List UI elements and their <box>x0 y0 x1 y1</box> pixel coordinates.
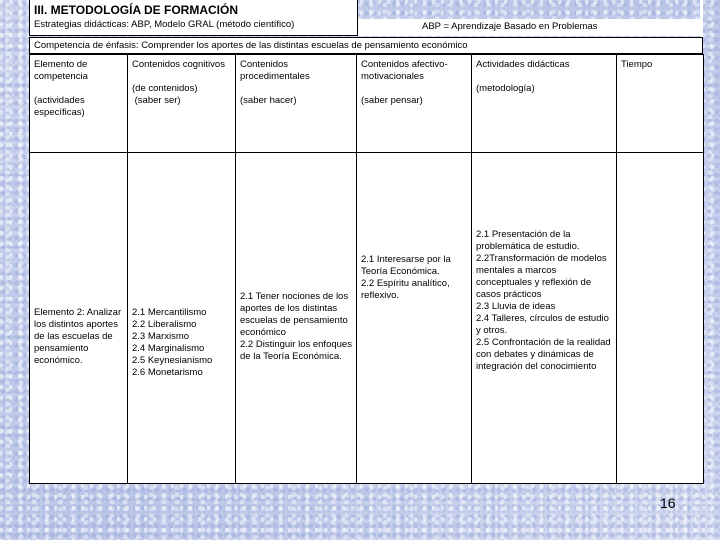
list-item: 2.2 Espíritu analítico, reflexivo. <box>361 278 450 301</box>
header-label: Contenidos cognitivos <box>132 59 225 70</box>
title-box <box>29 0 358 36</box>
divider <box>700 0 703 37</box>
list-item: 2.1 Presentación de la problemática de estudio. <box>476 229 580 252</box>
header-sub: (de contenidos) (saber ser) <box>132 83 198 106</box>
competencia-box <box>29 37 703 54</box>
tiempo-cell <box>617 153 704 484</box>
header-label: Elemento de competencia <box>34 59 88 82</box>
list-item: 2.6 Monetarismo <box>132 367 203 378</box>
list-item: 2.3 Marxismo <box>132 331 190 342</box>
list-item: 2.4 Talleres, círculos de estudio y otros. <box>476 313 609 336</box>
elemento-cell <box>30 153 128 484</box>
afectivos-cell <box>357 153 472 484</box>
abp-note-box <box>358 19 700 36</box>
header-cell <box>617 55 704 153</box>
list-item: 2.2 Distinguir los enfoques de la Teoría Económica. <box>240 339 352 362</box>
page-title: III. METODOLOGÍA DE FORMACIÓN <box>34 3 238 17</box>
table-header-row <box>30 55 704 153</box>
list-item: 2.4 Marginalismo <box>132 343 205 354</box>
competencia-text: Competencia de énfasis: Comprender los aportes de las distintas escuelas de pensamiento económico <box>34 40 468 51</box>
header-cell <box>357 55 472 153</box>
list-item: 2.5 Keynesianismo <box>132 355 213 366</box>
cognitivos-cell <box>128 153 236 484</box>
list-item: 2.1 Mercantilismo <box>132 307 207 318</box>
header-cell <box>128 55 236 153</box>
header-label: Contenidos afectivo-motivacionales <box>361 59 448 82</box>
strategies-subtitle: Estrategias didácticas: ABP, Modelo GRAL (método científico) <box>34 19 295 30</box>
header-sub: (saber pensar) <box>361 95 423 106</box>
header-cell <box>472 55 617 153</box>
header-label: Contenidos procedimentales <box>240 59 310 82</box>
header-sub: (saber hacer) <box>240 95 297 106</box>
header-cell <box>30 55 128 153</box>
list-item: 2.2 Liberalismo <box>132 319 197 330</box>
list-item: 2.1 Tener nociones de los aportes de los distintas escuelas de pensamiento económico <box>240 291 349 338</box>
actividades-cell <box>472 153 617 484</box>
methodology-table <box>29 54 704 484</box>
header-sub: (actividades específicas) <box>34 95 85 118</box>
header-cell <box>236 55 357 153</box>
list-item: 2.1 Interesarse por la Teoría Económica. <box>361 254 451 277</box>
list-item: 2.3 Lluvia de ideas <box>476 301 556 312</box>
list-item: 2.2Transformación de modelos mentales a marcos conceptuales y reflexión de casos prácticos <box>476 253 607 300</box>
procedimentales-cell <box>236 153 357 484</box>
header-sub: (metodología) <box>476 83 535 94</box>
list-item: 2.5 Confrontación de la realidad con debates y dinámicas de integración del conocimiento <box>476 337 611 372</box>
page-number: 16 <box>660 495 676 511</box>
elemento-text: Elemento 2: Analizar los distintos aportes de las escuelas de pensamiento económico. <box>34 307 122 366</box>
header-label: Actividades didácticas <box>476 59 570 70</box>
abp-note: ABP = Aprendizaje Basado en Problemas <box>422 21 598 32</box>
header-label: Tiempo <box>621 59 653 70</box>
table-row <box>30 153 704 484</box>
